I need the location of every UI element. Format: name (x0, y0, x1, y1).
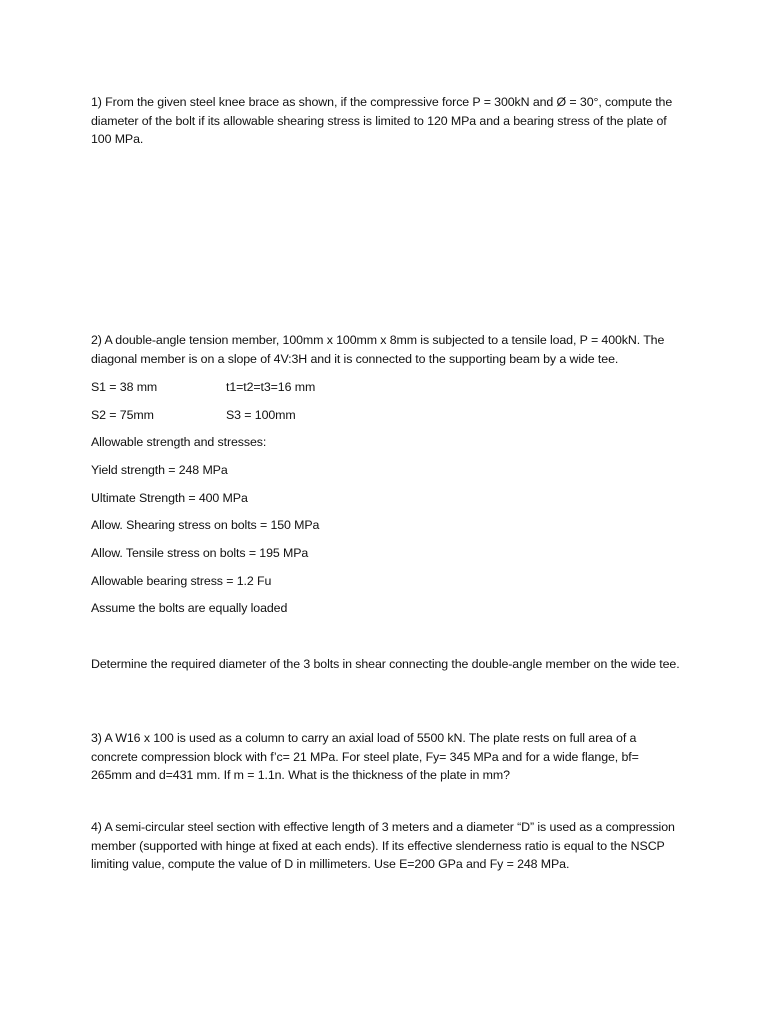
yield-strength: Yield strength = 248 MPa (91, 463, 228, 477)
given-thickness: t1=t2=t3=16 mm (226, 380, 316, 394)
bearing-stress: Allowable bearing stress = 1.2 Fu (91, 574, 272, 588)
shear-stress-bolts: Allow. Shearing stress on bolts = 150 MPa (91, 518, 320, 532)
problem-1-text: 1) From the given steel knee brace as shown, if the compressive force P = 300kN and Ø = 30°, compute the diameter of the bolt if its allowable shearing stress is limited to 120 MPa and a bearing stress of the plate of 100 MPa. (91, 95, 673, 146)
problem-3-text: 3) A W16 x 100 is used as a column to carry an axial load of 5500 kN. The plate rests on full area of a concrete compression block with f’c= 21 MPa. For steel plate, Fy= 345 MPa and for a wide flange, bf= 265mm and d=431 mm. If m = 1.1n. What is the thickness of the plate in mm? (91, 731, 639, 782)
problem-2-question: Determine the required diameter of the 3 bolts in shear connecting the double-angle member on the wide tee. (91, 657, 680, 671)
allowable-heading: Allowable strength and stresses: (91, 435, 267, 449)
problem-2-intro: 2) A double-angle tension member, 100mm x 100mm x 8mm is subjected to a tensile load, P = 400kN. The diagonal member is on a slope of 4V:3H and it is connected to the supporting beam by a wide tee. (91, 333, 665, 366)
assumption-text: Assume the bolts are equally loaded (91, 601, 288, 615)
given-s2: S2 = 75mm (91, 408, 154, 422)
problem-4-text: 4) A semi-circular steel section with effective length of 3 meters and a diameter “D” is used as a compression member (supported with hinge at fixed at each ends). If its effective slenderness ratio is equal to the NSCP limiting value, compute the value of D in millimeters. Use E=200 GPa and Fy = 248 MPa. (91, 820, 675, 871)
tensile-stress-bolts: Allow. Tensile stress on bolts = 195 MPa (91, 546, 309, 560)
ultimate-strength: Ultimate Strength = 400 MPa (91, 491, 248, 505)
given-s1: S1 = 38 mm (91, 380, 158, 394)
given-s3: S3 = 100mm (226, 408, 296, 422)
